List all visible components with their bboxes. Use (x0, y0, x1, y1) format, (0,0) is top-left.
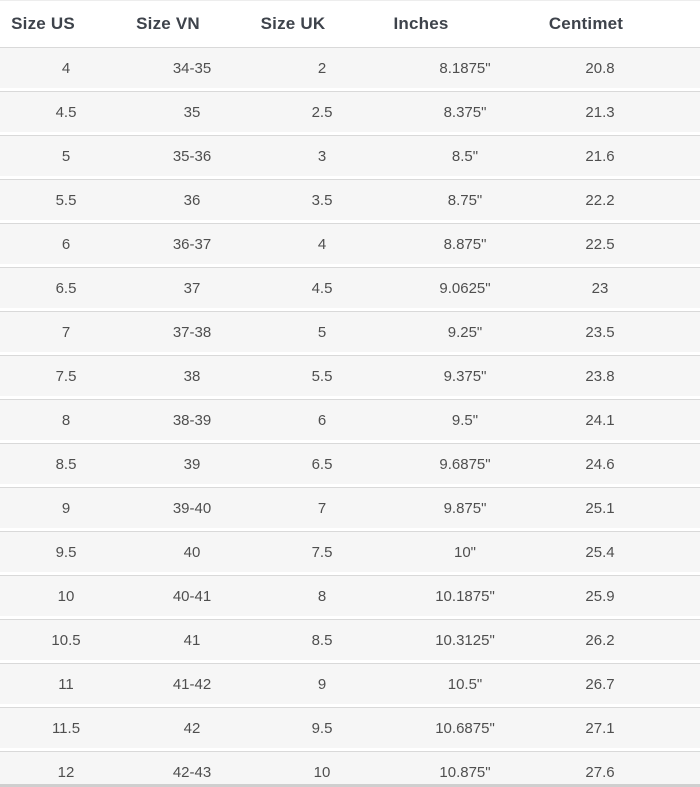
table-cell: 3.5 (252, 179, 392, 220)
table-cell: 8.75" (392, 179, 538, 220)
table-cell: 36 (132, 179, 252, 220)
table-cell: 37-38 (132, 311, 252, 352)
table-row (0, 751, 700, 787)
table-cell: 27.1 (538, 707, 700, 748)
table-cell: 9.375" (392, 355, 538, 396)
table-cell: 8.5 (252, 619, 392, 660)
table-row (0, 47, 700, 88)
table-row (0, 619, 700, 660)
table-cell: 21.6 (538, 135, 700, 176)
table-cell: 8 (252, 575, 392, 616)
table-cell: 40 (132, 531, 252, 572)
table-cell: 4 (252, 223, 392, 264)
table-body (0, 47, 700, 787)
table-cell: 42 (132, 707, 252, 748)
table-cell: 11.5 (0, 707, 132, 748)
table-cell: 11 (0, 663, 132, 704)
table-cell: 9 (0, 487, 132, 528)
column-header-label: Size UK (260, 14, 326, 33)
shoe-size-conversion-table (0, 1, 700, 787)
table-cell: 7 (252, 487, 392, 528)
table-cell: 5.5 (252, 355, 392, 396)
column-header-label: Size US (11, 14, 75, 33)
table-cell: 10 (0, 575, 132, 616)
table-cell: 23.5 (538, 311, 700, 352)
table-row (0, 179, 700, 220)
table-row (0, 399, 700, 440)
table-cell: 8.375" (392, 91, 538, 132)
table-cell: 22.2 (538, 179, 700, 220)
table-cell: 35 (132, 91, 252, 132)
table-cell: 24.6 (538, 443, 700, 484)
table-cell: 39 (132, 443, 252, 484)
table-cell: 40-41 (132, 575, 252, 616)
table-cell: 39-40 (132, 487, 252, 528)
table-cell: 9.5 (252, 707, 392, 748)
table-cell: 8.1875" (392, 47, 538, 88)
table-cell: 10.3125" (392, 619, 538, 660)
table-cell: 25.4 (538, 531, 700, 572)
table-cell: 5 (252, 311, 392, 352)
table-cell: 12 (0, 751, 132, 787)
table-cell: 36-37 (132, 223, 252, 264)
table-cell: 8.5" (392, 135, 538, 176)
table-cell: 7.5 (252, 531, 392, 572)
table-cell: 3 (252, 135, 392, 176)
table-cell: 9.25" (392, 311, 538, 352)
table-cell: 7 (0, 311, 132, 352)
table-cell: 5 (0, 135, 132, 176)
table-row (0, 311, 700, 352)
table-cell: 25.1 (538, 487, 700, 528)
table-cell: 26.2 (538, 619, 700, 660)
table-cell: 9.0625" (392, 267, 538, 308)
table-header-row (0, 4, 700, 44)
table-cell: 23 (538, 267, 700, 308)
column-header-label: Inches (393, 14, 449, 33)
table-cell: 23.8 (538, 355, 700, 396)
table-cell: 10.6875" (392, 707, 538, 748)
table-cell: 10.1875" (392, 575, 538, 616)
table-cell: 4.5 (252, 267, 392, 308)
table-cell: 5.5 (0, 179, 132, 220)
table-cell: 37 (132, 267, 252, 308)
table-cell: 9.5" (392, 399, 538, 440)
table-cell: 9.6875" (392, 443, 538, 484)
table-cell: 41 (132, 619, 252, 660)
table-cell: 9.875" (392, 487, 538, 528)
table-cell: 4.5 (0, 91, 132, 132)
table-row (0, 663, 700, 704)
table-cell: 34-35 (132, 47, 252, 88)
table-cell: 10.5 (0, 619, 132, 660)
table-cell: 2.5 (252, 91, 392, 132)
table-row (0, 443, 700, 484)
table-cell: 10.5" (392, 663, 538, 704)
table-cell: 38 (132, 355, 252, 396)
table-cell: 25.9 (538, 575, 700, 616)
table-cell: 8 (0, 399, 132, 440)
column-header-centimeters (538, 4, 700, 44)
table-row (0, 91, 700, 132)
table-cell: 9.5 (0, 531, 132, 572)
table-cell: 8.5 (0, 443, 132, 484)
table-row (0, 531, 700, 572)
table-cell: 10 (252, 751, 392, 787)
table-cell: 21.3 (538, 91, 700, 132)
table-cell: 4 (0, 47, 132, 88)
table-row (0, 575, 700, 616)
column-header-inches (392, 4, 538, 44)
table-cell: 22.5 (538, 223, 700, 264)
table-row (0, 223, 700, 264)
column-header-label: Size VN (136, 14, 200, 33)
table-cell: 6 (252, 399, 392, 440)
table-cell: 9 (252, 663, 392, 704)
table-cell: 42-43 (132, 751, 252, 787)
table-cell: 10.875" (392, 751, 538, 787)
table-cell: 8.875" (392, 223, 538, 264)
table-row (0, 707, 700, 748)
table-cell: 6.5 (0, 267, 132, 308)
table-row (0, 135, 700, 176)
table-cell: 10" (392, 531, 538, 572)
table-cell: 27.6 (538, 751, 700, 787)
table-cell: 26.7 (538, 663, 700, 704)
table-cell: 6 (0, 223, 132, 264)
table-row (0, 487, 700, 528)
table-cell: 20.8 (538, 47, 700, 88)
table-cell: 35-36 (132, 135, 252, 176)
table-cell: 38-39 (132, 399, 252, 440)
table-cell: 41-42 (132, 663, 252, 704)
table-cell: 2 (252, 47, 392, 88)
table-row (0, 267, 700, 308)
table-row (0, 355, 700, 396)
table-cell: 7.5 (0, 355, 132, 396)
column-header-label: Centimet (548, 14, 624, 33)
table-cell: 6.5 (252, 443, 392, 484)
table-cell: 24.1 (538, 399, 700, 440)
